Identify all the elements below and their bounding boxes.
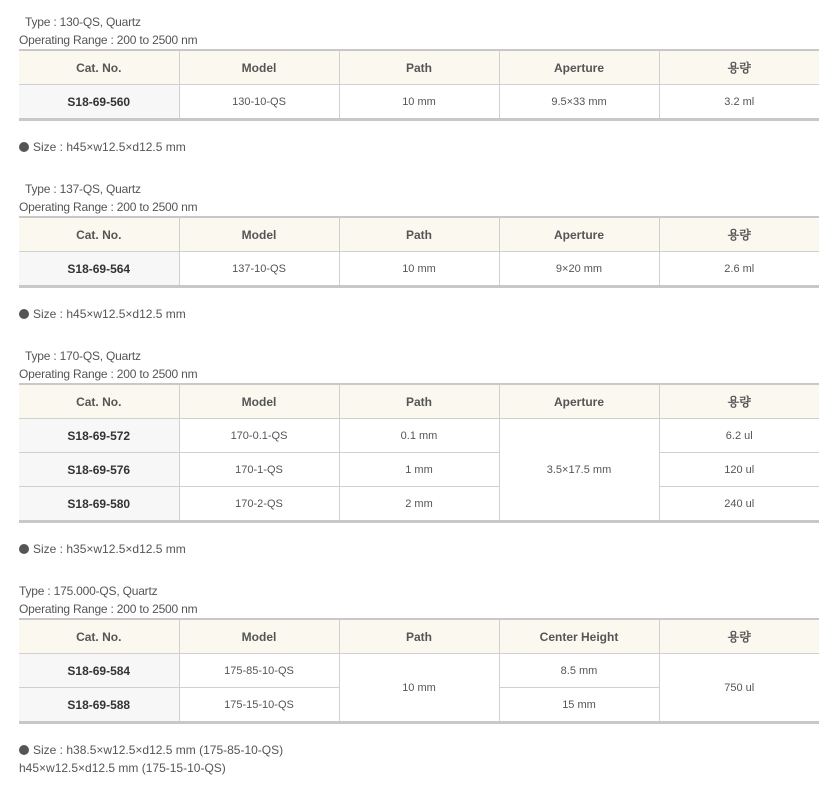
path-cell: 10 mm bbox=[339, 85, 499, 120]
header-cat-no: Cat. No. bbox=[19, 384, 179, 419]
bullet-icon bbox=[19, 745, 29, 755]
volume-cell: 120 ul bbox=[659, 453, 819, 487]
header-cat-no: Cat. No. bbox=[19, 619, 179, 654]
header-row bbox=[19, 50, 819, 85]
header-volume: 용량 bbox=[659, 384, 819, 419]
volume-cell: 3.2 ml bbox=[659, 85, 819, 120]
table-row bbox=[19, 252, 819, 287]
path-cell: 10 mm bbox=[339, 654, 499, 723]
spec-table bbox=[19, 618, 819, 724]
type-label: Type : 170-QS, Quartz bbox=[25, 349, 141, 363]
volume-cell: 2.6 ml bbox=[659, 252, 819, 287]
header-aperture: Aperture bbox=[499, 50, 659, 85]
header-path: Path bbox=[339, 50, 499, 85]
section-130-qs bbox=[19, 13, 819, 156]
type-label: Type : 175.000-QS, Quartz bbox=[19, 584, 158, 598]
header-row bbox=[19, 384, 819, 419]
type-label: Type : 137-QS, Quartz bbox=[25, 182, 141, 196]
operating-range: Operating Range : 200 to 2500 nm bbox=[19, 33, 198, 47]
header-cat-no: Cat. No. bbox=[19, 50, 179, 85]
header-model: Model bbox=[179, 384, 339, 419]
table-row bbox=[19, 453, 819, 487]
header-model: Model bbox=[179, 619, 339, 654]
bullet-icon bbox=[19, 544, 29, 554]
cat-no-cell: S18-69-560 bbox=[19, 85, 179, 120]
size-text: Size : h45×w12.5×d12.5 mm bbox=[33, 140, 186, 154]
section-137-qs bbox=[19, 180, 819, 323]
header-volume: 용량 bbox=[659, 619, 819, 654]
volume-cell: 240 ul bbox=[659, 487, 819, 522]
volume-cell: 6.2 ul bbox=[659, 419, 819, 453]
path-cell: 1 mm bbox=[339, 453, 499, 487]
cat-no-cell: S18-69-576 bbox=[19, 453, 179, 487]
path-cell: 0.1 mm bbox=[339, 419, 499, 453]
header-model: Model bbox=[179, 50, 339, 85]
header-path: Path bbox=[339, 384, 499, 419]
operating-range: Operating Range : 200 to 2500 nm bbox=[19, 602, 198, 616]
table-row bbox=[19, 654, 819, 688]
model-cell: 170-0.1-QS bbox=[179, 419, 339, 453]
spec-table bbox=[19, 216, 819, 288]
header-aperture: Aperture bbox=[499, 217, 659, 252]
aperture-cell: 9.5×33 mm bbox=[499, 85, 659, 120]
size-note bbox=[19, 741, 819, 777]
aperture-cell: 3.5×17.5 mm bbox=[499, 419, 659, 522]
size-text-secondary: h45×w12.5×d12.5 mm (175-15-10-QS) bbox=[19, 761, 226, 775]
cat-no-cell: S18-69-572 bbox=[19, 419, 179, 453]
size-text: Size : h35×w12.5×d12.5 mm bbox=[33, 542, 186, 556]
header-volume: 용량 bbox=[659, 217, 819, 252]
bullet-icon bbox=[19, 142, 29, 152]
table-row bbox=[19, 419, 819, 453]
path-cell: 2 mm bbox=[339, 487, 499, 522]
model-cell: 170-2-QS bbox=[179, 487, 339, 522]
size-note bbox=[19, 138, 819, 156]
size-text: Size : h45×w12.5×d12.5 mm bbox=[33, 307, 186, 321]
center-height-cell: 8.5 mm bbox=[499, 654, 659, 688]
operating-range: Operating Range : 200 to 2500 nm bbox=[19, 367, 198, 381]
bullet-icon bbox=[19, 309, 29, 319]
cat-no-cell: S18-69-588 bbox=[19, 688, 179, 723]
header-row bbox=[19, 619, 819, 654]
aperture-cell: 9×20 mm bbox=[499, 252, 659, 287]
cat-no-cell: S18-69-564 bbox=[19, 252, 179, 287]
type-meta bbox=[19, 180, 819, 216]
center-height-cell: 15 mm bbox=[499, 688, 659, 723]
header-row bbox=[19, 217, 819, 252]
table-row bbox=[19, 85, 819, 120]
model-cell: 130-10-QS bbox=[179, 85, 339, 120]
size-note bbox=[19, 540, 819, 558]
operating-range: Operating Range : 200 to 2500 nm bbox=[19, 200, 198, 214]
table-row bbox=[19, 487, 819, 522]
model-cell: 137-10-QS bbox=[179, 252, 339, 287]
type-meta bbox=[19, 347, 819, 383]
header-aperture: Aperture bbox=[499, 384, 659, 419]
type-meta bbox=[19, 582, 819, 618]
cat-no-cell: S18-69-584 bbox=[19, 654, 179, 688]
header-volume: 용량 bbox=[659, 50, 819, 85]
path-cell: 10 mm bbox=[339, 252, 499, 287]
volume-cell: 750 ul bbox=[659, 654, 819, 723]
model-cell: 175-85-10-QS bbox=[179, 654, 339, 688]
model-cell: 175-15-10-QS bbox=[179, 688, 339, 723]
size-note bbox=[19, 305, 819, 323]
header-center-height: Center Height bbox=[499, 619, 659, 654]
header-cat-no: Cat. No. bbox=[19, 217, 179, 252]
header-path: Path bbox=[339, 217, 499, 252]
section-170-qs bbox=[19, 347, 819, 558]
header-path: Path bbox=[339, 619, 499, 654]
type-meta bbox=[19, 13, 819, 49]
header-model: Model bbox=[179, 217, 339, 252]
section-175-qs bbox=[19, 582, 819, 777]
cat-no-cell: S18-69-580 bbox=[19, 487, 179, 522]
size-text: Size : h38.5×w12.5×d12.5 mm (175-85-10-QS) bbox=[33, 743, 284, 757]
type-label: Type : 130-QS, Quartz bbox=[25, 15, 141, 29]
spec-table bbox=[19, 49, 819, 121]
model-cell: 170-1-QS bbox=[179, 453, 339, 487]
spec-table bbox=[19, 383, 819, 523]
